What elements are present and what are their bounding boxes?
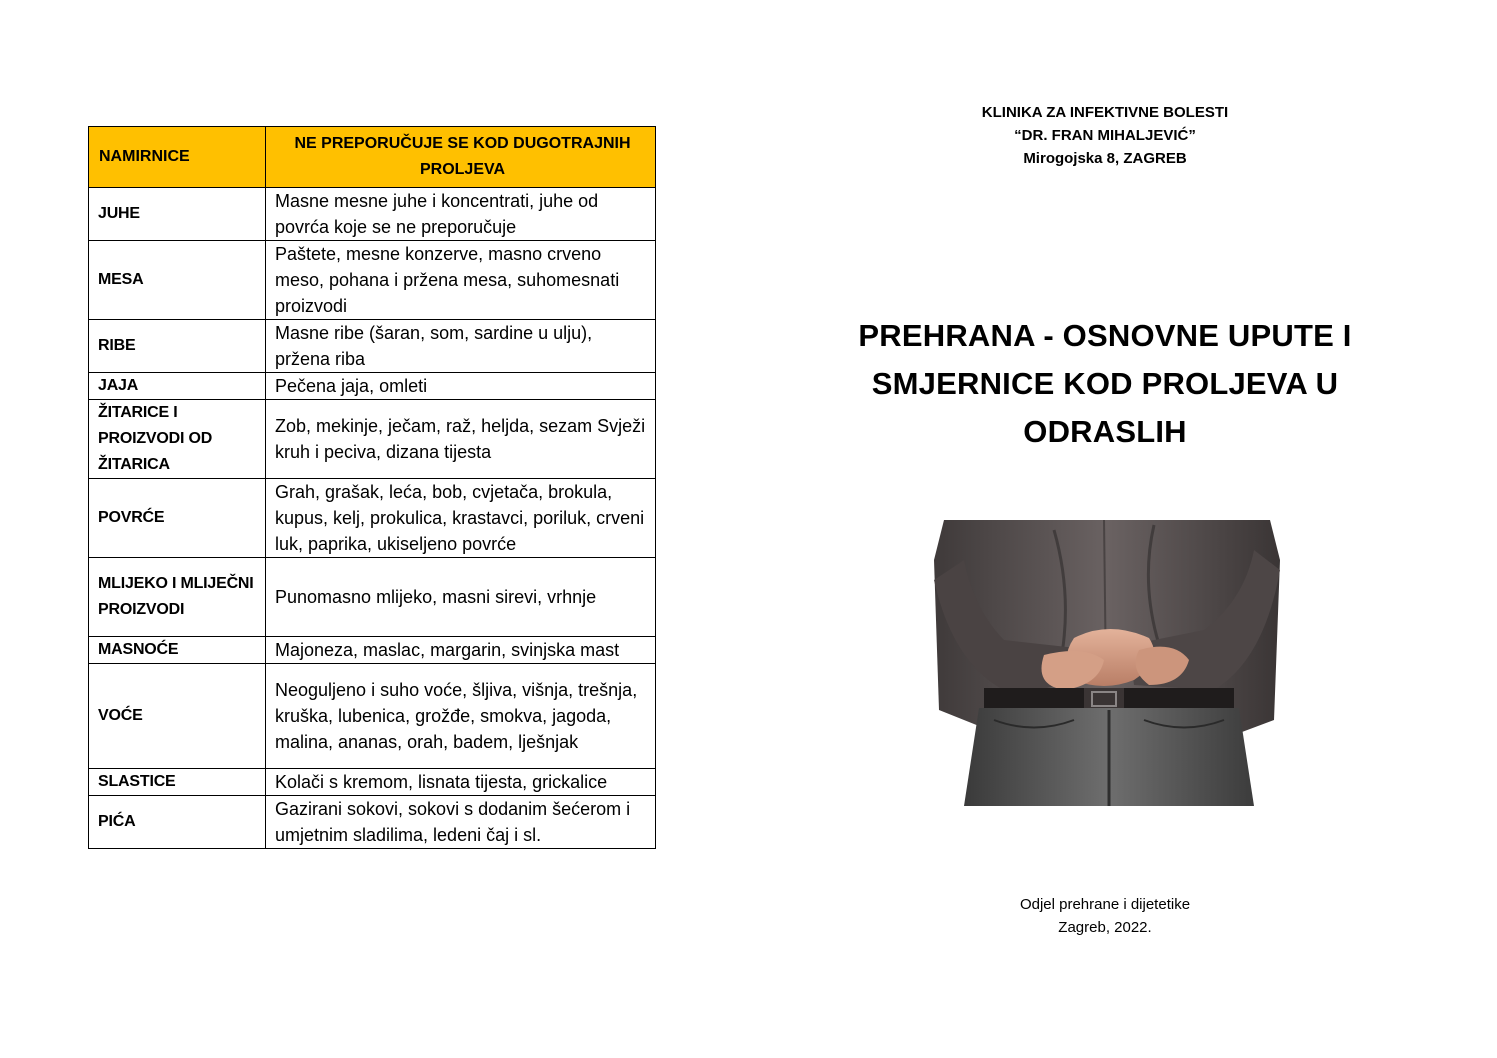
document-title [760,312,1450,456]
table-row [89,241,656,320]
clinic-name: KLINIKA ZA INFEKTIVNE BOLESTI [981,104,1229,121]
table-row [89,558,656,637]
row-category: ŽITARICE I PROIZVODI OD ŽITARICA [89,400,266,479]
table-row [89,769,656,796]
footer [760,893,1450,939]
row-items: Grah, grašak, leća, bob, cvjetača, brokula, kupus, kelj, prokulica, krastavci, poriluk, crveni luk, paprika, ukiseljeno povrće [266,479,656,558]
row-category: MASNOĆE [89,637,266,664]
row-items: Neoguljeno i suho voće, šljiva, višnja, trešnja, kruška, lubenica, grožđe, smokva, jagoda, malina, ananas, orah, badem, lješnjak [266,664,656,769]
row-category: SLASTICE [89,769,266,796]
row-items: Masne mesne juhe i koncentrati, juhe od povrća koje se ne preporučuje [266,188,656,241]
table-row [89,796,656,849]
food-table [88,126,656,849]
title-line-2: SMJERNICE KOD PROLJEVA U [871,366,1339,401]
title-line-1: PREHRANA - OSNOVNE UPUTE I [858,318,1352,353]
row-items: Gazirani sokovi, sokovi s dodanim šećerom i umjetnim sladilima, ledeni čaj i sl. [266,796,656,849]
row-category: MLIJEKO I MLIJEČNI PROIZVODI [89,558,266,637]
row-category: JAJA [89,373,266,400]
row-items: Pečena jaja, omleti [266,373,656,400]
table-row [89,664,656,769]
department-name: Odjel prehrane i dijetetike [1019,896,1191,913]
row-items: Kolači s kremom, lisnata tijesta, grickalice [266,769,656,796]
stomach-ache-photo [934,520,1280,806]
row-category: MESA [89,241,266,320]
clinic-subname: “DR. FRAN MIHALJEVIĆ” [1014,127,1196,144]
table-row [89,188,656,241]
row-items: Paštete, mesne konzerve, masno crveno meso, pohana i pržena mesa, suhomesnati proizvodi [266,241,656,320]
food-table-panel [88,126,655,849]
table-row [89,373,656,400]
row-category: PIĆA [89,796,266,849]
table-row [89,637,656,664]
row-items: Masne ribe (šaran, som, sardine u ulju), pržena riba [266,320,656,373]
table-row [89,479,656,558]
header-foods: NAMIRNICE [89,127,266,188]
row-items: Majoneza, maslac, margarin, svinjska mast [266,637,656,664]
cover-panel [760,0,1450,1058]
header-not-recommended: NE PREPORUČUJE SE KOD DUGOTRAJNIH PROLJEVA [266,127,656,188]
clinic-header [760,101,1450,170]
row-category: VOĆE [89,664,266,769]
row-category: RIBE [89,320,266,373]
table-row [89,320,656,373]
title-line-3: ODRASLIH [1023,414,1187,449]
table-header-row [89,127,656,188]
row-items: Punomasno mlijeko, masni sirevi, vrhnje [266,558,656,637]
row-items: Zob, mekinje, ječam, raž, heljda, sezam Svježi kruh i peciva, dizana tijesta [266,400,656,479]
row-category: POVRĆE [89,479,266,558]
row-category: JUHE [89,188,266,241]
table-row [89,400,656,479]
clinic-address: Mirogojska 8, ZAGREB [1023,150,1187,167]
place-year: Zagreb, 2022. [1058,919,1152,936]
